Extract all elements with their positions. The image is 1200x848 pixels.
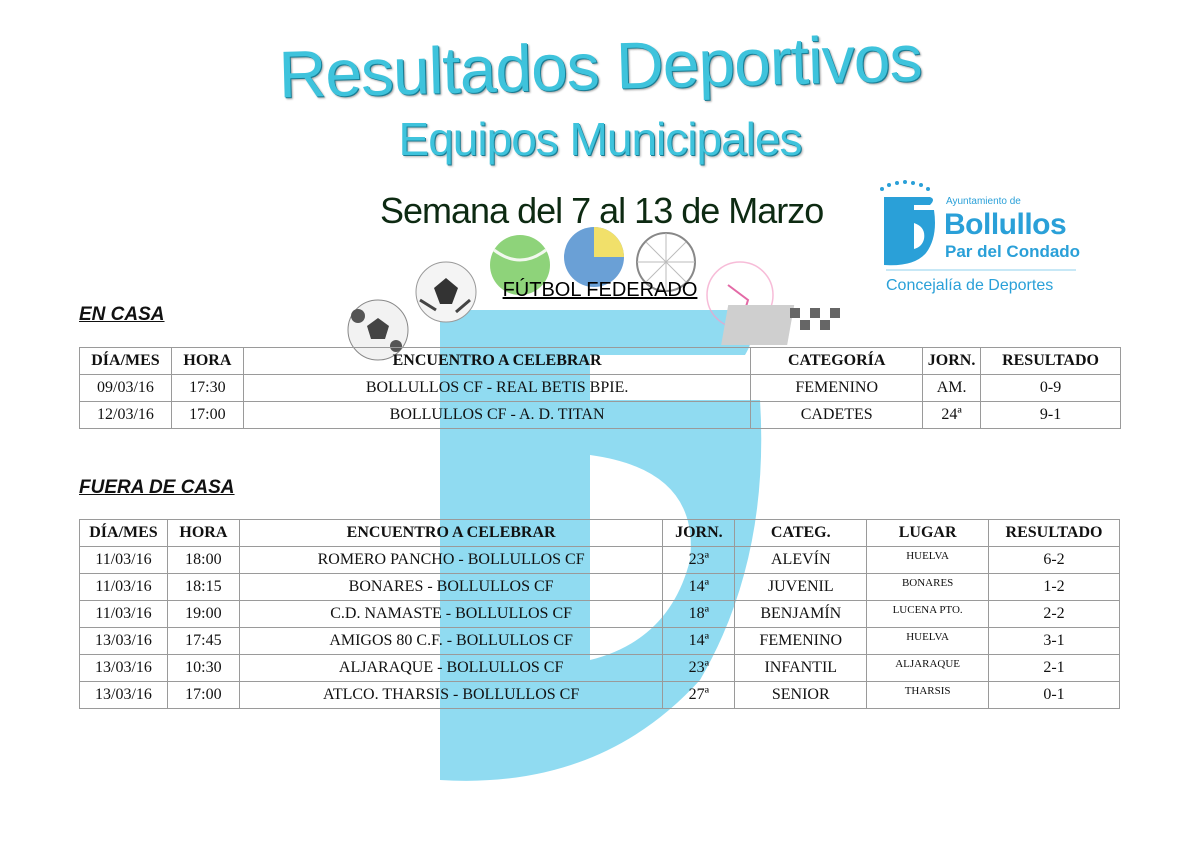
cell-category: CADETES: [751, 402, 923, 429]
col-header: JORN.: [663, 520, 735, 547]
cell-match: ROMERO PANCHO - BOLLULLOS CF: [239, 547, 663, 574]
cell-time: 19:00: [167, 601, 239, 628]
col-header: HORA: [171, 348, 243, 375]
cell-date: 13/03/16: [80, 655, 168, 682]
col-header: LUGAR: [867, 520, 989, 547]
col-header: CATEGORÍA: [751, 348, 923, 375]
logo-line-2: Bollullos: [944, 208, 1067, 241]
table-row: [80, 682, 1120, 709]
cell-venue: ALJARAQUE: [867, 655, 989, 682]
logo-line-1: Ayuntamiento de: [946, 196, 1021, 207]
table-header-row: [80, 348, 1121, 375]
cell-time: 17:00: [171, 402, 243, 429]
col-header: CATEG.: [735, 520, 867, 547]
col-header: HORA: [167, 520, 239, 547]
home-heading: EN CASA: [79, 304, 165, 325]
table-header-row: [80, 520, 1120, 547]
away-heading: FUERA DE CASA: [79, 477, 235, 498]
home-table: [79, 347, 1121, 429]
col-header: RESULTADO: [989, 520, 1120, 547]
cell-match: C.D. NAMASTE - BOLLULLOS CF: [239, 601, 663, 628]
cell-round: 24ª: [923, 402, 981, 429]
cell-date: 13/03/16: [80, 628, 168, 655]
cell-venue: HUELVA: [867, 628, 989, 655]
cell-round: 23ª: [663, 655, 735, 682]
table-row: [80, 655, 1120, 682]
cell-match: BOLLULLOS CF - A. D. TITAN: [243, 402, 750, 429]
volleyball-icon: [416, 262, 476, 322]
cell-match: BONARES - BOLLULLOS CF: [239, 574, 663, 601]
cell-time: 17:30: [171, 375, 243, 402]
cell-time: 17:00: [167, 682, 239, 709]
cell-result: 0-9: [981, 375, 1121, 402]
cell-date: 09/03/16: [80, 375, 172, 402]
cell-category: FEMENINO: [751, 375, 923, 402]
col-header: JORN.: [923, 348, 981, 375]
logo-line-3: Par del Condado: [945, 242, 1081, 261]
page-title: Resultados Deportivos: [277, 20, 923, 112]
table-row: [80, 601, 1120, 628]
logo-line-4: Concejalía de Deportes: [886, 277, 1054, 294]
cell-result: 2-2: [989, 601, 1120, 628]
cell-round: AM.: [923, 375, 981, 402]
cell-date: 12/03/16: [80, 402, 172, 429]
week-range: Semana del 7 al 13 de Marzo: [380, 190, 824, 231]
cell-category: BENJAMÍN: [735, 601, 867, 628]
cell-result: 2-1: [989, 655, 1120, 682]
cell-match: ALJARAQUE - BOLLULLOS CF: [239, 655, 663, 682]
chess-icon: [721, 305, 840, 345]
col-header: DÍA/MES: [80, 520, 168, 547]
cell-date: 11/03/16: [80, 547, 168, 574]
table-row: [80, 375, 1121, 402]
cell-round: 14ª: [663, 574, 735, 601]
cell-venue: LUCENA PTO.: [867, 601, 989, 628]
col-header: DÍA/MES: [80, 348, 172, 375]
cell-result: 0-1: [989, 682, 1120, 709]
cell-round: 23ª: [663, 547, 735, 574]
cell-match: AMIGOS 80 C.F. - BOLLULLOS CF: [239, 628, 663, 655]
cell-venue: BONARES: [867, 574, 989, 601]
cell-time: 10:30: [167, 655, 239, 682]
section-title: FÚTBOL FEDERADO: [502, 279, 698, 301]
cell-time: 18:00: [167, 547, 239, 574]
cell-result: 9-1: [981, 402, 1121, 429]
cell-category: ALEVÍN: [735, 547, 867, 574]
cell-result: 6-2: [989, 547, 1120, 574]
table-row: [80, 547, 1120, 574]
table-row: [80, 574, 1120, 601]
cell-venue: THARSIS: [867, 682, 989, 709]
cell-date: 11/03/16: [80, 574, 168, 601]
cell-result: 1-2: [989, 574, 1120, 601]
cell-venue: HUELVA: [867, 547, 989, 574]
away-table: [79, 519, 1120, 709]
cell-category: INFANTIL: [735, 655, 867, 682]
cell-time: 18:15: [167, 574, 239, 601]
cell-match: ATLCO. THARSIS - BOLLULLOS CF: [239, 682, 663, 709]
cell-round: 18ª: [663, 601, 735, 628]
cell-date: 11/03/16: [80, 601, 168, 628]
page-subtitle: Equipos Municipales: [398, 113, 802, 165]
col-header: ENCUENTRO A CELEBRAR: [243, 348, 750, 375]
table-row: [80, 402, 1121, 429]
cell-round: 14ª: [663, 628, 735, 655]
col-header: RESULTADO: [981, 348, 1121, 375]
cell-category: JUVENIL: [735, 574, 867, 601]
beach-ball-icon: [564, 227, 624, 287]
cell-date: 13/03/16: [80, 682, 168, 709]
cell-result: 3-1: [989, 628, 1120, 655]
cell-match: BOLLULLOS CF - REAL BETIS BPIE.: [243, 375, 750, 402]
cell-category: SENIOR: [735, 682, 867, 709]
cell-category: FEMENINO: [735, 628, 867, 655]
table-row: [80, 628, 1120, 655]
cell-round: 27ª: [663, 682, 735, 709]
cell-time: 17:45: [167, 628, 239, 655]
col-header: ENCUENTRO A CELEBRAR: [239, 520, 663, 547]
